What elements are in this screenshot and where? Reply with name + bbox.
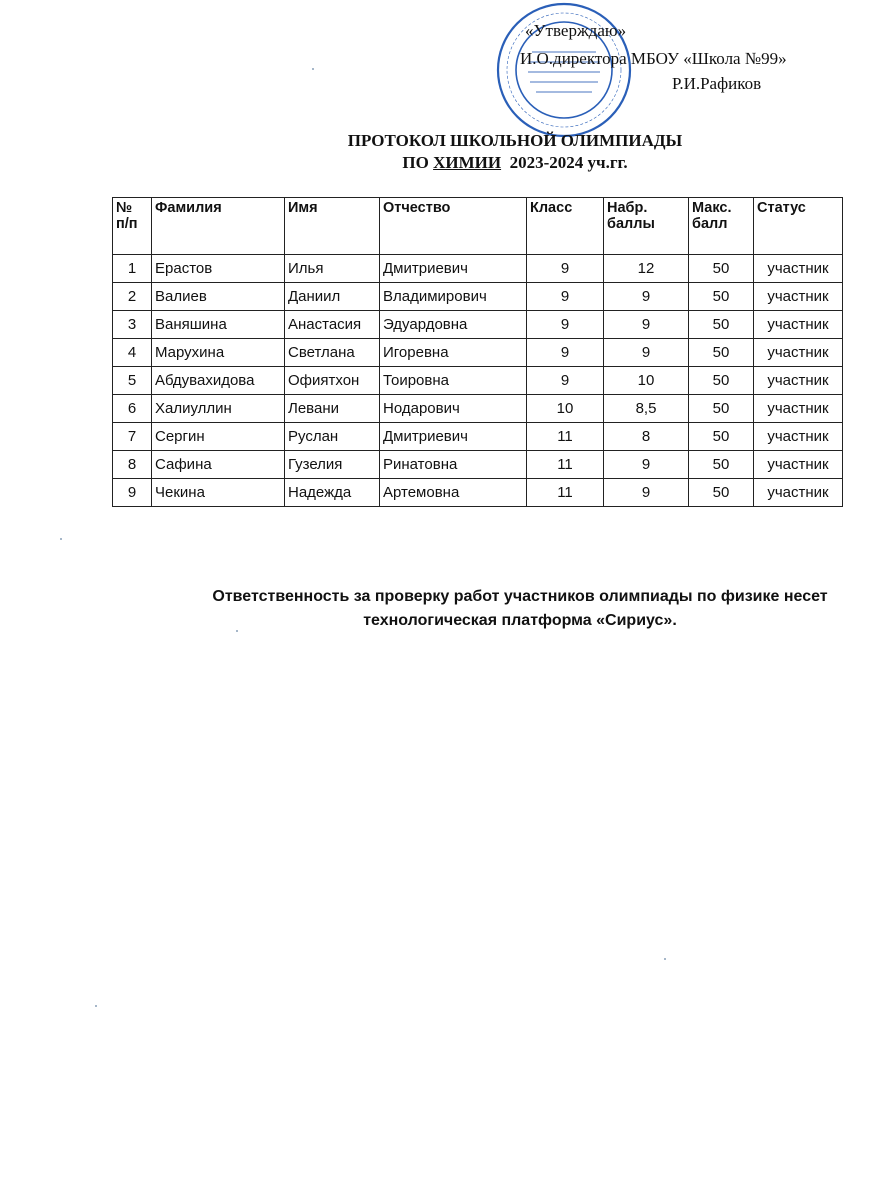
cell-class: 9 [527, 311, 604, 339]
cell-status: участник [754, 395, 843, 423]
cell-number: 5 [113, 367, 152, 395]
cell-name: Илья [285, 255, 380, 283]
cell-max-score: 50 [689, 479, 754, 507]
cell-surname: Чекина [152, 479, 285, 507]
cell-patronymic: Игоревна [380, 339, 527, 367]
cell-class: 11 [527, 451, 604, 479]
title-line-1: ПРОТОКОЛ ШКОЛЬНОЙ ОЛИМПИАДЫ [347, 131, 683, 150]
header-score: Набр. баллы [604, 198, 689, 255]
cell-score: 12 [604, 255, 689, 283]
cell-max-score: 50 [689, 367, 754, 395]
table-row [113, 367, 843, 395]
cell-name: Левани [285, 395, 380, 423]
title-years: 2023-2024 уч.гг. [509, 153, 628, 172]
cell-status: участник [754, 283, 843, 311]
table-row [113, 479, 843, 507]
cell-score: 9 [604, 311, 689, 339]
table-row [113, 339, 843, 367]
title-subject: ХИМИИ [433, 153, 502, 172]
cell-number: 1 [113, 255, 152, 283]
cell-max-score: 50 [689, 339, 754, 367]
header-max-score: Макс. балл [689, 198, 754, 255]
cell-class: 9 [527, 339, 604, 367]
cell-status: участник [754, 479, 843, 507]
scan-speck [60, 538, 62, 540]
cell-max-score: 50 [689, 395, 754, 423]
protocol-title [250, 130, 780, 174]
cell-number: 9 [113, 479, 152, 507]
cell-patronymic: Дмитриевич [380, 255, 527, 283]
cell-class: 10 [527, 395, 604, 423]
header-status: Статус [754, 198, 843, 255]
note-line-1: Ответственность за проверку работ участников олимпиады по физике несет [212, 588, 828, 605]
table-row [113, 283, 843, 311]
cell-class: 11 [527, 423, 604, 451]
title-prefix: ПО [402, 153, 429, 172]
cell-max-score: 50 [689, 451, 754, 479]
cell-surname: Сергин [152, 423, 285, 451]
cell-surname: Ерастов [152, 255, 285, 283]
cell-score: 9 [604, 451, 689, 479]
header-number: № п/п [113, 198, 152, 255]
cell-status: участник [754, 339, 843, 367]
cell-status: участник [754, 255, 843, 283]
cell-status: участник [754, 451, 843, 479]
table-row [113, 395, 843, 423]
table-header-row [113, 198, 843, 255]
cell-class: 9 [527, 367, 604, 395]
cell-number: 2 [113, 283, 152, 311]
cell-patronymic: Артемовна [380, 479, 527, 507]
cell-surname: Ваняшина [152, 311, 285, 339]
title-line-2 [250, 152, 780, 174]
cell-score: 9 [604, 283, 689, 311]
cell-patronymic: Ринатовна [380, 451, 527, 479]
cell-patronymic: Эдуардовна [380, 311, 527, 339]
table-row [113, 255, 843, 283]
scan-speck [312, 68, 314, 70]
cell-number: 4 [113, 339, 152, 367]
approval-heading: «Утверждаю» [525, 21, 627, 40]
cell-patronymic: Нодарович [380, 395, 527, 423]
cell-patronymic: Дмитриевич [380, 423, 527, 451]
note-line-2: технологическая платформа «Сириус». [363, 612, 677, 629]
cell-max-score: 50 [689, 311, 754, 339]
cell-status: участник [754, 367, 843, 395]
cell-number: 8 [113, 451, 152, 479]
scan-speck [664, 958, 666, 960]
results-table [112, 197, 843, 507]
cell-surname: Марухина [152, 339, 285, 367]
header-surname: Фамилия [152, 198, 285, 255]
cell-class: 11 [527, 479, 604, 507]
cell-patronymic: Владимирович [380, 283, 527, 311]
cell-status: участник [754, 423, 843, 451]
cell-score: 8,5 [604, 395, 689, 423]
scan-speck [95, 1005, 97, 1007]
cell-score: 9 [604, 339, 689, 367]
cell-max-score: 50 [689, 283, 754, 311]
table-row [113, 451, 843, 479]
table-row [113, 423, 843, 451]
cell-name: Руслан [285, 423, 380, 451]
cell-score: 9 [604, 479, 689, 507]
cell-number: 7 [113, 423, 152, 451]
cell-number: 6 [113, 395, 152, 423]
cell-name: Даниил [285, 283, 380, 311]
cell-name: Надежда [285, 479, 380, 507]
header-name: Имя [285, 198, 380, 255]
approval-position: И.О.директора МБОУ «Школа №99» [520, 49, 787, 68]
responsibility-note [150, 585, 872, 633]
cell-patronymic: Тоировна [380, 367, 527, 395]
header-class: Класс [527, 198, 604, 255]
cell-class: 9 [527, 283, 604, 311]
cell-score: 10 [604, 367, 689, 395]
cell-name: Анастасия [285, 311, 380, 339]
approval-signatory: Р.И.Рафиков [672, 74, 762, 93]
cell-surname: Валиев [152, 283, 285, 311]
cell-max-score: 50 [689, 255, 754, 283]
cell-name: Офиятхон [285, 367, 380, 395]
cell-number: 3 [113, 311, 152, 339]
header-patronymic: Отчество [380, 198, 527, 255]
cell-max-score: 50 [689, 423, 754, 451]
cell-class: 9 [527, 255, 604, 283]
table-row [113, 311, 843, 339]
cell-status: участник [754, 311, 843, 339]
cell-score: 8 [604, 423, 689, 451]
scan-speck [236, 630, 238, 632]
cell-surname: Халиуллин [152, 395, 285, 423]
cell-name: Светлана [285, 339, 380, 367]
cell-name: Гузелия [285, 451, 380, 479]
cell-surname: Абдувахидова [152, 367, 285, 395]
cell-surname: Сафина [152, 451, 285, 479]
